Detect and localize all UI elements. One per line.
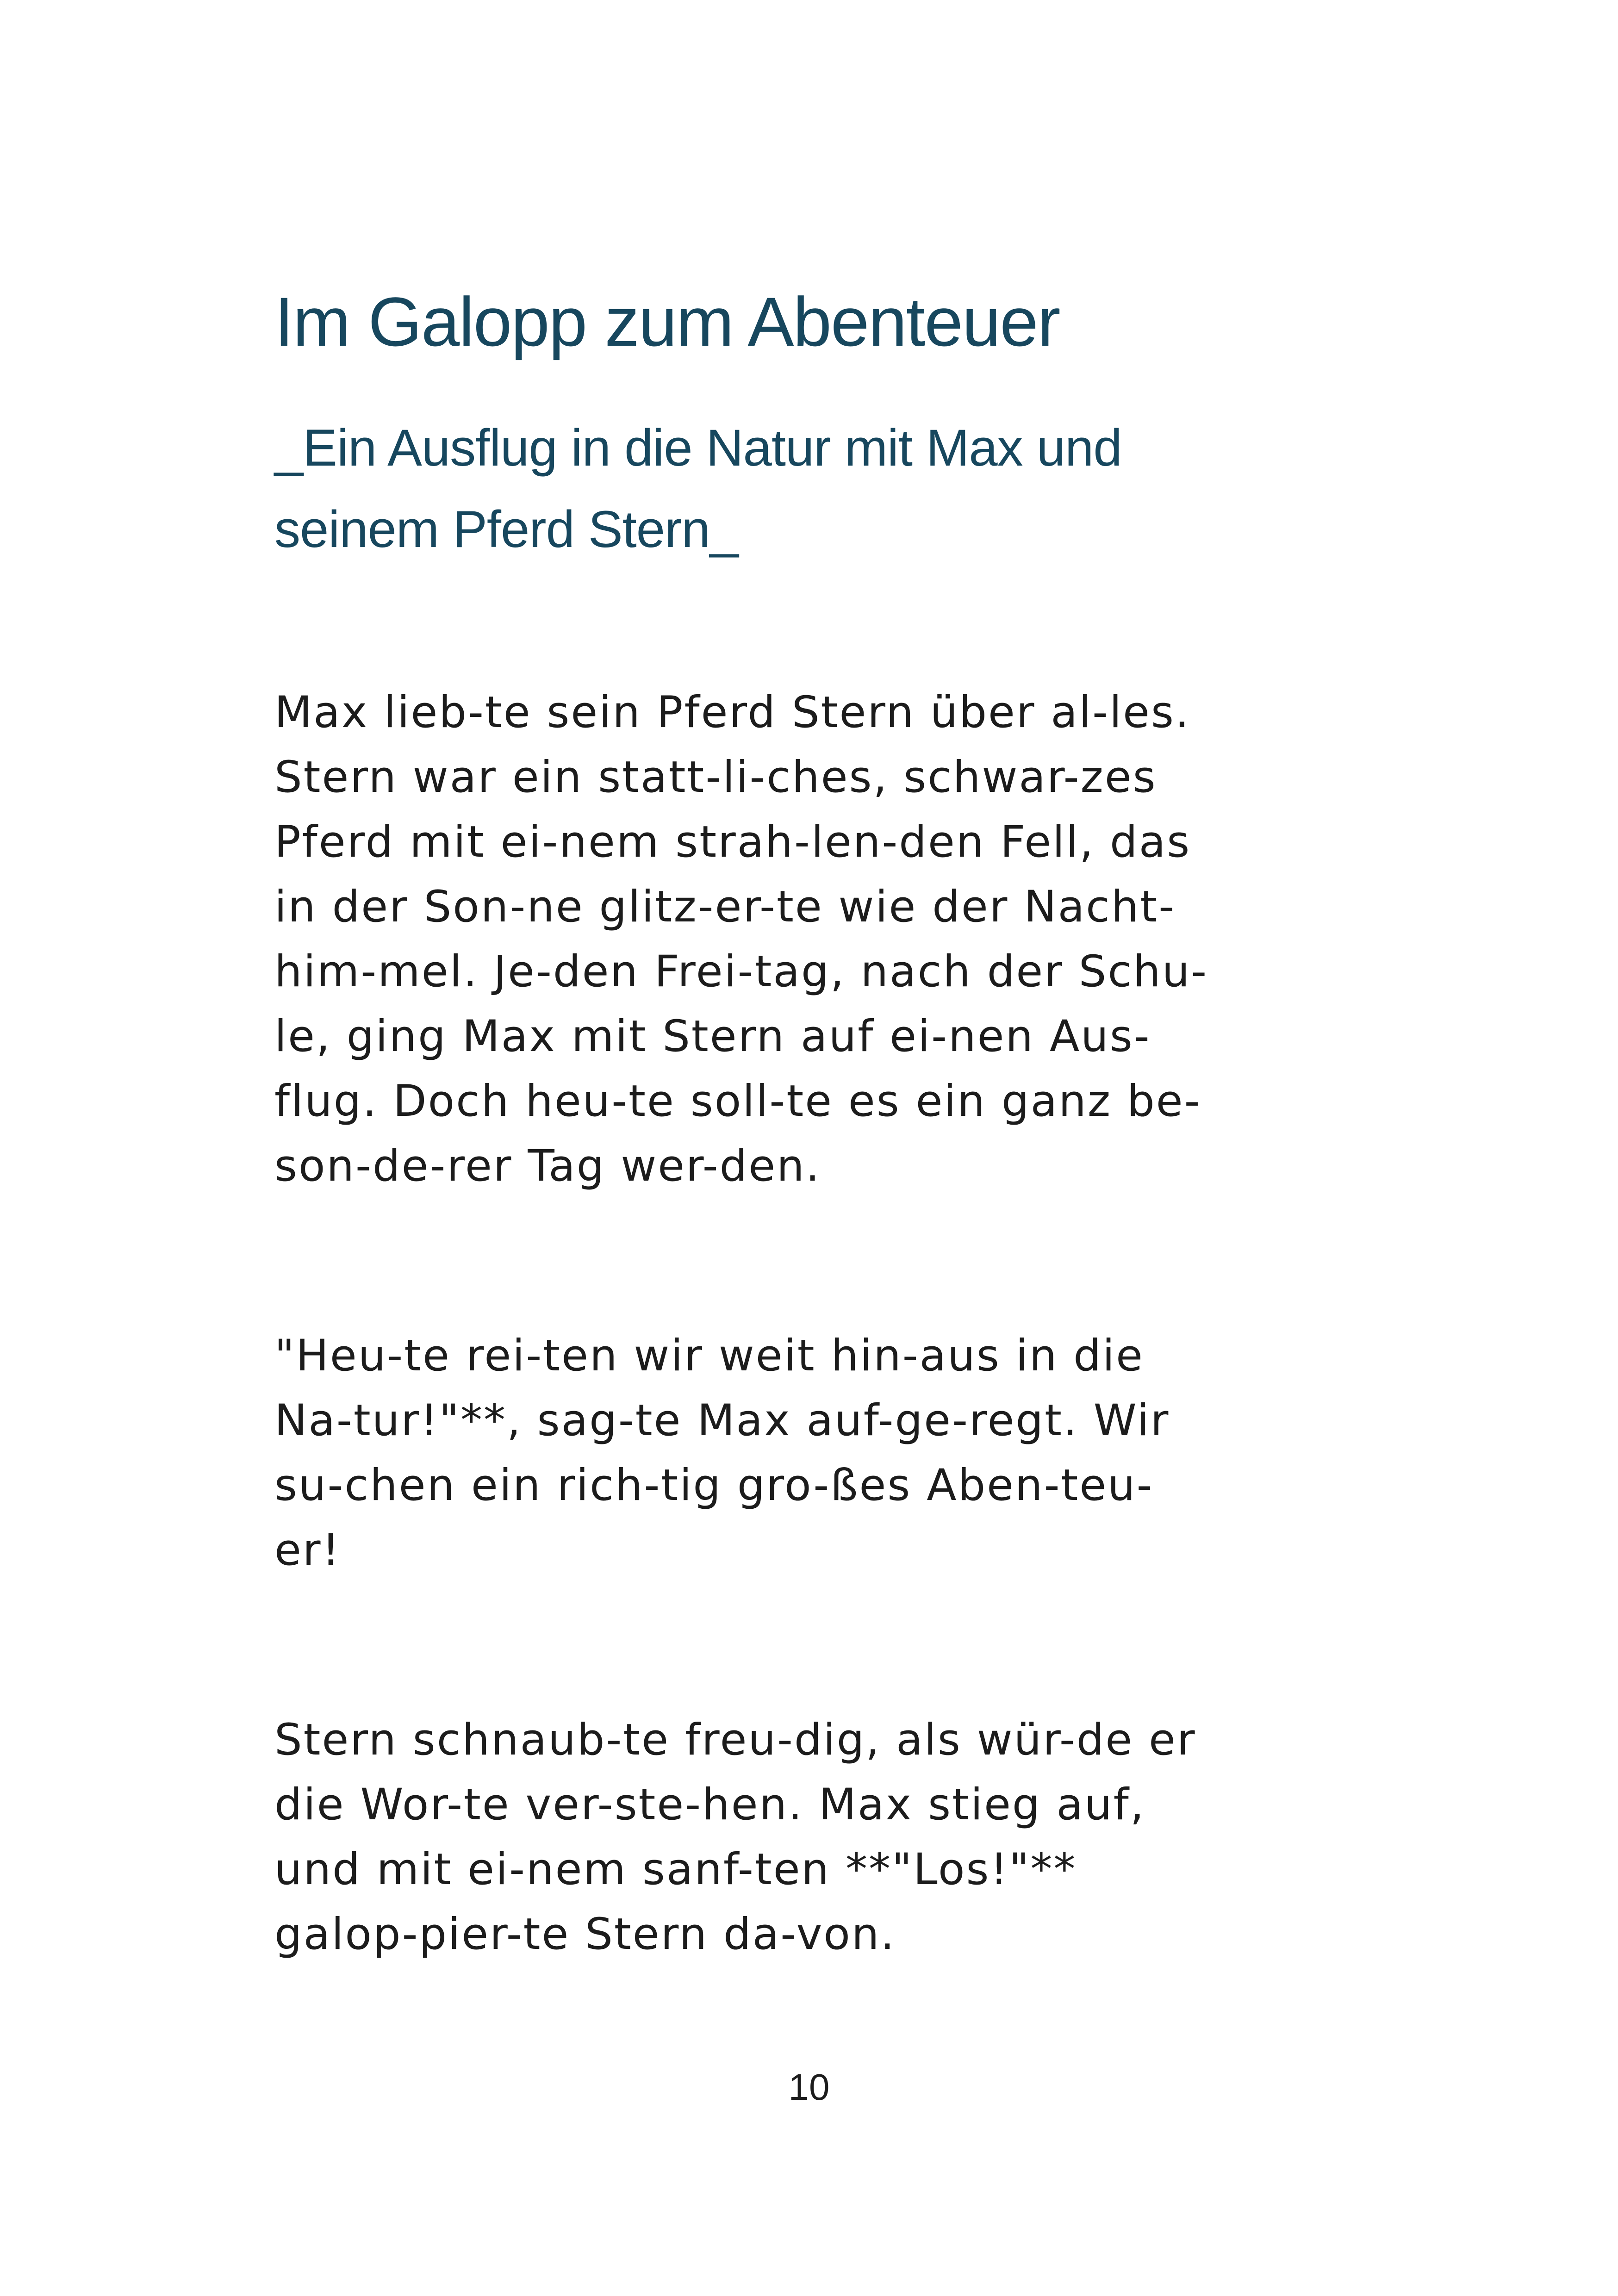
text-line: in der Son-ne glitz-er-te wie der Nacht-	[274, 882, 1176, 932]
text-line: Max lieb-te sein Pferd Stern über al-les.	[274, 687, 1190, 738]
text-line: "Heu-te rei-ten wir weit hin-aus in die	[274, 1331, 1144, 1381]
subtitle-line: _Ein Ausflug in die Natur mit Max und	[274, 419, 1122, 477]
text-line: galop-pier-te Stern da-von.	[274, 1909, 896, 1960]
text-line: Stern schnaub-te freu-dig, als wür-de er	[274, 1715, 1196, 1765]
text-line: er!	[274, 1525, 341, 1575]
text-line: Stern war ein statt-li-ches, schwar-zes	[274, 752, 1157, 803]
paragraph-1	[274, 680, 1385, 1199]
paragraph-3	[274, 1708, 1385, 1967]
page-title: Im Galopp zum Abenteuer	[274, 283, 1060, 361]
text-line: flug. Doch heu-te soll-te es ein ganz be-	[274, 1076, 1201, 1126]
text-line: Pferd mit ei-nem strah-len-den Fell, das	[274, 817, 1191, 867]
text-line: le, ging Max mit Stern auf ei-nen Aus-	[274, 1011, 1151, 1062]
subtitle-line: seinem Pferd Stern_	[274, 500, 738, 558]
text-line: Na-tur!"**, sag-te Max auf-ge-regt. Wir	[274, 1395, 1170, 1446]
text-line: und mit ei-nem sanf-ten **"Los!"**	[274, 1844, 1077, 1895]
text-line: him-mel. Je-den Frei-tag, nach der Schu-	[274, 946, 1208, 997]
paragraph-2	[274, 1324, 1385, 1583]
text-line: son-de-rer Tag wer-den.	[274, 1141, 821, 1191]
text-line: die Wor-te ver-ste-hen. Max stieg auf,	[274, 1780, 1145, 1830]
page-number: 10	[788, 2066, 830, 2108]
text-line: su-chen ein rich-tig gro-ßes Aben-teu-	[274, 1460, 1154, 1511]
page-subtitle	[274, 407, 1385, 570]
